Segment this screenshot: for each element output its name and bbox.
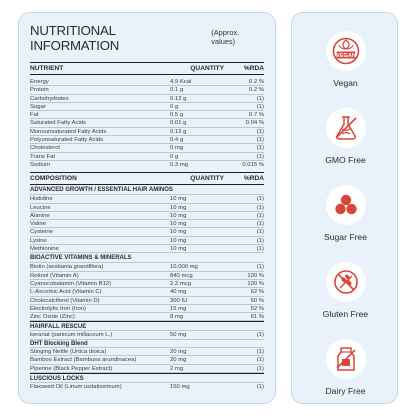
- rda-value: 0.04 %: [245, 120, 264, 127]
- page-title: NUTRITIONAL INFORMATION: [30, 23, 120, 53]
- table-row: [30, 212, 264, 220]
- rda-value: (1): [256, 128, 264, 135]
- nutrient-name: Polyunsaturated Fatty Acids: [30, 137, 104, 144]
- table-row: [30, 195, 264, 203]
- table-row: [30, 245, 264, 253]
- gmo-free-label: GMO Free: [325, 155, 366, 165]
- svg-text:VEGAN: VEGAN: [335, 53, 356, 60]
- nutrient-name: Methionine: [30, 246, 59, 253]
- table-row: [30, 288, 264, 296]
- gmo-free-badge: [292, 108, 399, 165]
- group-heading: HAIRFALL RESCUE: [30, 321, 264, 331]
- table-row: [30, 103, 264, 111]
- rda-value: 52 %: [250, 305, 264, 312]
- quantity: 0.1 g: [170, 87, 184, 94]
- table-row: [30, 365, 264, 373]
- nutrient-name: Monounsaturated Fatty Acids: [30, 128, 107, 135]
- milk-carton-icon: [326, 339, 366, 379]
- quantity: 0 g: [170, 103, 179, 110]
- group-heading: LUSCIOUS LOCKS: [30, 373, 264, 383]
- nutrient-name: keranat (panicum millaceum L.): [30, 332, 113, 339]
- quantity: 20 mg: [170, 357, 187, 364]
- vitamin-list: [30, 263, 264, 321]
- nutrient-name: Sodium: [30, 161, 50, 168]
- table-row: [30, 305, 264, 313]
- table-row: [30, 86, 264, 94]
- nutrient-name: Flaxseed Oil (Linum usitatissimum): [30, 383, 122, 390]
- quantity: 0.12 g: [170, 95, 187, 102]
- rda-value: 50 %: [250, 297, 264, 304]
- dht-list: [30, 348, 264, 373]
- quantity: 10 mg: [170, 229, 187, 236]
- nutrient-name: Fat: [30, 112, 39, 119]
- quantity: 10 mg: [170, 212, 187, 219]
- quantity: 300 IU: [170, 297, 188, 304]
- nutrient-name: Saturated Fatty Acids: [30, 120, 86, 127]
- nutrient-header: [30, 62, 264, 75]
- rda-value: 100 %: [247, 272, 264, 279]
- quantity: 0.5 g: [170, 112, 184, 119]
- table-row: [30, 228, 264, 236]
- vegan-leaf-icon: [326, 31, 366, 71]
- nutrient-name: Zinc Oxide (Zinc): [30, 314, 75, 321]
- nutrient-name: Cysteine: [30, 229, 53, 236]
- table-row: [30, 128, 264, 136]
- locks-list: [30, 383, 264, 391]
- nutrient-name: Trans Fat: [30, 153, 55, 160]
- nutrient-name: Cyanocobalamin (Vitamin B12): [30, 280, 112, 287]
- amino-list: [30, 195, 264, 253]
- sugar-free-label: Sugar Free: [324, 232, 367, 242]
- table-row: [30, 331, 264, 339]
- quantity: 0.12 g: [170, 128, 187, 135]
- dairy-free-badge: [292, 339, 399, 396]
- quantity: 10 mg: [170, 246, 187, 253]
- quantity-col-header: QUANTITY: [190, 65, 224, 72]
- nutrient-name: Valine: [30, 221, 46, 228]
- nutrient-name: Energy: [30, 79, 49, 85]
- nutrient-name: Stinging Nettle (Urtica dioica): [30, 349, 107, 356]
- table-row: [30, 297, 264, 305]
- quantity: 15 mg: [170, 305, 187, 312]
- nutrient-name: Alanine: [30, 212, 50, 219]
- quantity-col-header: QUANTITY: [190, 175, 224, 183]
- nutrient-name: Bamboo Extract (Bambusa arundinacea): [30, 357, 137, 364]
- table-row: [30, 204, 264, 212]
- rda-value: (1): [256, 145, 264, 152]
- quantity: 8 mg: [170, 314, 184, 321]
- quantity: 0 mg: [170, 145, 184, 152]
- rda-col-header: %RDA: [243, 65, 264, 72]
- table-row: [30, 95, 264, 103]
- quantity: 2.2 mcg: [170, 280, 191, 287]
- table-row: [30, 78, 264, 86]
- table-row: [30, 144, 264, 152]
- composition-header: [30, 172, 264, 185]
- dairy-free-label: Dairy Free: [325, 386, 366, 396]
- rda-value: (1): [256, 212, 264, 219]
- quantity: 10 mg: [170, 196, 187, 203]
- rda-value: 0.7 %: [248, 112, 264, 119]
- table-row: [30, 356, 264, 364]
- table-row: [30, 119, 264, 127]
- quantity: 4.9 Kcal: [170, 79, 192, 85]
- page-subtitle: (Approx. values): [211, 28, 240, 46]
- quantity: 20 mg: [170, 349, 187, 356]
- group-heading: BIOACTIVE VITAMINS & MINERALS: [30, 253, 264, 263]
- rda-value: 100 %: [247, 280, 264, 287]
- nutrient-name: Retinol (Vitamin A): [30, 272, 79, 279]
- rda-value: (1): [256, 103, 264, 110]
- nutrient-name: L-Ascorbic Acid (Vitamin C): [30, 289, 102, 296]
- quantity: 840 mcg: [170, 272, 193, 279]
- nutrient-name: Cholesterol: [30, 145, 60, 152]
- table-row: [30, 280, 264, 288]
- gluten-free-badge: [292, 262, 399, 319]
- quantity: 2 mg: [170, 365, 184, 372]
- nutrient-name: Cholecalciferol (Vitamin D): [30, 297, 100, 304]
- nutrient-name: Sugar: [30, 103, 46, 110]
- quantity: 10,000 mg: [170, 264, 198, 271]
- rda-value: (1): [256, 383, 264, 390]
- subgroup-heading: DHT Blocking Blend: [30, 340, 264, 348]
- nutrient-name: Leucine: [30, 204, 51, 211]
- rda-value: (1): [256, 365, 264, 372]
- rda-value: 0.2 %: [248, 87, 264, 94]
- rda-value: (1): [256, 196, 264, 203]
- title-row: [30, 23, 264, 53]
- vegan-label: Vegan: [333, 78, 358, 88]
- rda-value: (1): [256, 153, 264, 160]
- table-row: [30, 237, 264, 245]
- table-row: [30, 136, 264, 144]
- rda-col-header: %RDA: [243, 175, 264, 183]
- table-row: [30, 383, 264, 391]
- quantity: 40 mg: [170, 289, 187, 296]
- rda-value: (1): [256, 246, 264, 253]
- rda-value: 62 %: [250, 289, 264, 296]
- table-row: [30, 111, 264, 119]
- badges-panel: [291, 12, 398, 404]
- rda-value: (1): [256, 357, 264, 364]
- nutrient-col-header: NUTRIENT: [30, 65, 64, 72]
- nutrient-name: Biotin (sesbania grandiflora): [30, 264, 104, 271]
- table-row: [30, 272, 264, 280]
- vegan-badge: [292, 31, 399, 88]
- quantity: 0.01 g: [170, 120, 187, 127]
- nutrition-panel: [18, 12, 276, 404]
- rda-value: 0.2 %: [248, 79, 264, 85]
- gluten-free-label: Gluten Free: [322, 309, 369, 319]
- rda-value: (1): [256, 204, 264, 211]
- dna-flask-icon: [326, 108, 366, 148]
- table-row: [30, 313, 264, 321]
- rda-value: (1): [256, 137, 264, 144]
- nutrient-name: Piperine (Black Pepper Extract): [30, 365, 113, 372]
- nutrient-name: Lysine: [30, 237, 47, 244]
- rda-value: 0.015 %: [242, 161, 264, 168]
- nutrient-name: Protein: [30, 87, 49, 94]
- rda-value: 61 %: [250, 314, 264, 321]
- nutrient-name: Electrolytic Iron (Iron): [30, 305, 86, 312]
- table-row: [30, 348, 264, 356]
- rda-value: (1): [256, 349, 264, 356]
- table-row: [30, 161, 264, 169]
- quantity: 10 mg: [170, 221, 187, 228]
- wheat-crossed-icon: [326, 262, 366, 302]
- quantity: 50 mg: [170, 332, 187, 339]
- nutrient-list: [30, 78, 264, 169]
- rda-value: (1): [256, 221, 264, 228]
- table-row: [30, 263, 264, 271]
- nutrient-name: Carbohydrates: [30, 95, 69, 102]
- quantity: 0.4 g: [170, 137, 184, 144]
- nutrient-name: Histidine: [30, 196, 53, 203]
- group-heading: ADVANCED GROWTH / ESSENTIAL HAIR AMINOS: [30, 185, 264, 195]
- rda-value: (1): [256, 95, 264, 102]
- quantity: 10 mg: [170, 204, 187, 211]
- rda-value: (1): [256, 237, 264, 244]
- table-row: [30, 220, 264, 228]
- sugar-free-badge: [292, 185, 399, 242]
- quantity: 0.3 mg: [170, 161, 189, 168]
- quantity: 0 g: [170, 153, 179, 160]
- quantity: 10 mg: [170, 237, 187, 244]
- rda-value: (1): [256, 229, 264, 236]
- quantity: 150 mg: [170, 383, 190, 390]
- composition-col-header: COMPOSITION: [30, 175, 77, 183]
- rda-value: (1): [256, 332, 264, 339]
- rda-value: (1): [256, 264, 264, 271]
- table-row: [30, 153, 264, 161]
- sugar-cubes-icon: [326, 185, 366, 225]
- hairfall-list: [30, 331, 264, 339]
